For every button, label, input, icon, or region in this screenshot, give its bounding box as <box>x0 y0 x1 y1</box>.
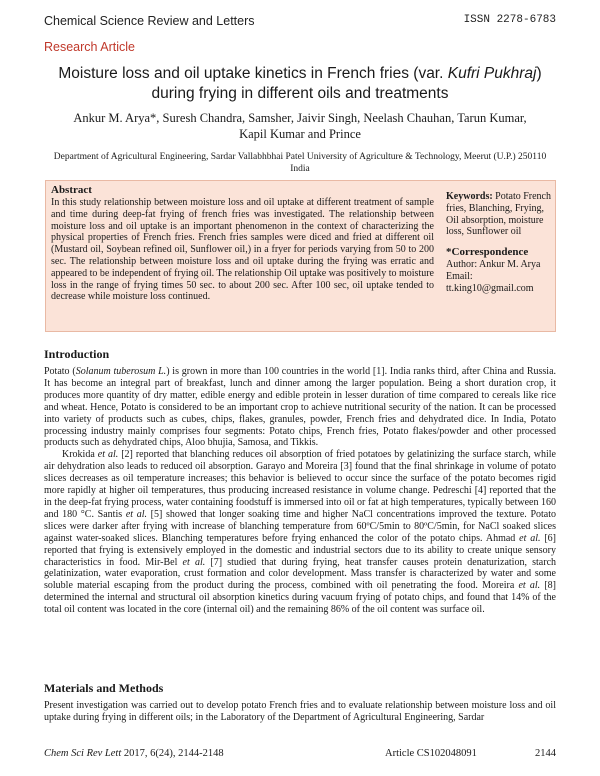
abstract-section <box>51 184 434 303</box>
title-variety: Kufri Pukhraj <box>447 65 537 82</box>
methods-body <box>44 700 556 724</box>
intro-paragraph-1: Potato (Solanum tuberosum L.) is grown in more than 100 countries in the world [1]. India ranks third, after China and Russia. It has become an integral part of breakfast, lunch and dinner among the larger population. Being a short duration crop, it produces more quantity of dry matter, edible energy and edible protein in lesser duration of time compared to cereals like rice and wheat. Hence, Potato is considered to be an important crop to achieve nutritional security of the nation. It can be processed into variety of products such as cubes, chips, flakes, granules, powder, French fries and dehydrated dice. In India, Potato processing industry mainly comprises four segments: Potato chips, French fries, Potato flakes/powder and other processed products such as dehydrated chips, Aloo bhujia, Samosa, and Tikkis. <box>44 366 557 449</box>
page-footer <box>44 748 556 762</box>
keywords-block <box>446 191 554 238</box>
footer-citation: Chem Sci Rev Lett 2017, 6(24), 2144-2148 <box>44 748 224 759</box>
abstract-panel <box>45 180 556 332</box>
article-type-label: Research Article <box>44 40 136 54</box>
keywords-text: Potato French fries, Blanching, Frying, Oil absorption, moisture loss, Sunflower oil <box>446 191 551 238</box>
methods-heading: Materials and Methods <box>44 681 164 695</box>
correspondence-email[interactable]: Email: tt.king10@gmail.com <box>446 270 534 294</box>
title-part-2: ) during frying in different oils and treatments <box>151 65 542 102</box>
page-header <box>44 14 556 32</box>
abstract-heading: Abstract <box>51 184 92 196</box>
journal-name: Chemical Science Review and Letters <box>44 14 255 28</box>
introduction-heading: Introduction <box>44 347 110 361</box>
footer-article-id: Article CS102048091 <box>385 748 477 759</box>
affiliation: Department of Agricultural Engineering, Sardar Vallabhbhai Patel University of Agriculture & Technology, Meerut (U.P.) 250110 India <box>53 152 547 174</box>
intro-paragraph-2: Krokida et al. [2] reported that blanching reduces oil absorption of fried potatoes by gelatinizing the surface starch, while air dehydration also leads to reduced oil absorption. Garayo and Moreira [3] found that the final shrinkage in volume of potato slices decreases as oil temperature increases; this behavior is believed to occur since the surface of the potato becomes rigid more rapidly at higher oil temperatures, thus producing increased resistance in volume change. Pedreschi [4] reported that the in the deep-fat frying process, water containing foodstuff is immersed into oil or fat at high temperatures, typically between 160 and 180 °C. Santis et al. [5] showed that longer soaking time and higher NaCl concentrations improved the texture. Potato slices were darker after frying with increase of blanching temperature from 60ºC/5min to 80ºC/5min, for NaCl soaked slices against water-soaked slices. Blanching temperatures before frying enhanced the color of the potato chips. Ahmad et al. [6] reported that frying is extensively employed in the domestic and industrial sectors due to its ability to create unique sensory characteristics in food. Mir-Bel et al. [7] studied that during frying, heat transfer causes protein denaturization, starch gelatinization, water evaporation, crust formation and color development. Mass transfer is characterized by water and some soluble material escaping from the product during the process, combined with oil penetrating the food. Moreira et al. [8] determined the internal and structural oil absorption kinetics during vacuum frying of potato chips, and found that 14% of the total oil content was located in the core (internal oil) and the remaining 86% of the oil content was surface oil. <box>44 449 557 616</box>
footer-page-number: 2144 <box>535 748 556 759</box>
keywords-correspondence <box>446 191 554 295</box>
correspondence-heading: *Correspondence <box>446 246 529 259</box>
methods-paragraph-1: Present investigation was carried out to develop potato French fries and to evaluate relationship between moisture loss and oil uptake during frying in different oils; in the Laboratory of the Department of Agricultural Engineering, Sardar <box>44 700 556 723</box>
correspondence-author: Author: Ankur M. Arya <box>446 259 541 271</box>
title-part-1: Moisture loss and oil uptake kinetics in French fries (var. <box>58 65 448 82</box>
paper-title <box>44 64 556 104</box>
abstract-text: In this study relationship between moisture loss and oil uptake at different treatment of sample and time during deep-fat frying of french fries was investigated. The relationship between moisture loss and oil uptake is an important phenomenon in the context of characterizing the physical properties of French fries. French fries samples were diced and fried at different oil (Mustard oil, Soybean refined oil, Sunflower oil,) in a fryer for periods varying from 50 to 200 sec. The relationship between moisture loss and oil uptake during the frying was erratic and appeared to be independent of frying oil. The relationship Oil uptake was positively to moisture loss in the range of frying times 50 sec. to about 200 sec. After 100 sec, oil uptake tended to decrease while moisture loss continued. <box>51 197 434 303</box>
introduction-body <box>44 366 556 616</box>
keywords-label: Keywords: <box>446 191 493 202</box>
issn-number: ISSN 2278-6783 <box>463 14 556 26</box>
author-list: Ankur M. Arya*, Suresh Chandra, Samsher, Jaivir Singh, Neelash Chauhan, Tarun Kumar, Kapil Kumar and Prince <box>73 111 527 141</box>
